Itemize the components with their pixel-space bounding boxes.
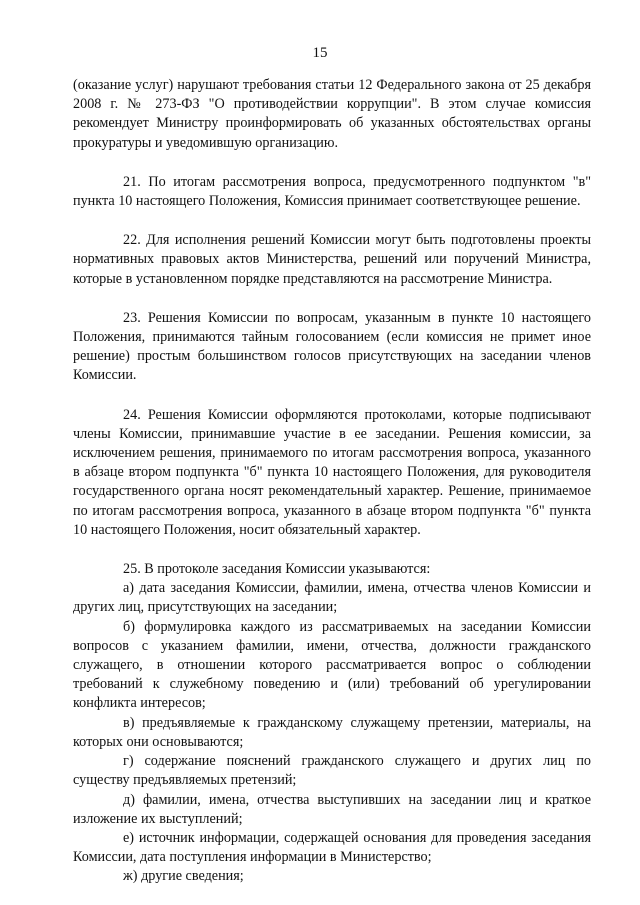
- paragraph-23: 23. Решения Комиссии по вопросам, указанным в пункте 10 настоящего Положения, принимаются тайным голосованием (если комиссия не примет иное решение) простым большинством голосов присутствующих на заседании членов Комиссии.: [73, 309, 591, 384]
- paragraph-24: 24. Решения Комиссии оформляются протоколами, которые подписывают члены Комиссии, принимавшие участие в ее заседании. Решения комиссии, за исключением решения, принимаемого по итогам рассмотрения вопроса, указанного в абзаце втором подпункта "б" пункта 10 настоящего Положения, для руководителя государственного органа носят рекомендательный характер. Решение, принимаемое по итогам рассмотрения вопроса, указанного в абзаце втором подпункта "б" пункта 10 настоящего Положения, носит обязательный характер.: [73, 406, 591, 538]
- page-number: 15: [312, 45, 328, 61]
- list-item-b: б) формулировка каждого из рассматриваемых на заседании Комиссии вопросов с указанием фамилии, имени, отчества, должности гражданского служащего, в отношении которого рассматривается вопрос о соблюдении требований к служебному поведению и (или) требований об урегулировании конфликта интересов;: [73, 618, 591, 712]
- paragraph-25-intro: 25. В протоколе заседания Комиссии указываются:: [123, 561, 431, 578]
- list-item-d: д) фамилии, имена, отчества выступивших на заседании лиц и краткое изложение их выступлений;: [73, 791, 591, 827]
- list-item-a: а) дата заседания Комиссии, фамилии, имена, отчества членов Комиссии и других лиц, присутствующих на заседании;: [73, 580, 591, 616]
- list-item-v: в) предъявляемые к гражданскому служащему претензии, материалы, на которых они основываются;: [73, 714, 591, 750]
- paragraph-22: 22. Для исполнения решений Комиссии могут быть подготовлены проекты нормативных правовых актов Министерства, решений или поручений Министра, которые в установленном порядке представляются на рассмотрение Министра.: [73, 232, 591, 287]
- document-body: [73, 76, 591, 887]
- list-item-zh: ж) другие сведения;: [123, 868, 244, 885]
- list-item-e: е) источник информации, содержащей основания для проведения заседания Комиссии, дата поступления информации в Министерство;: [73, 829, 591, 866]
- list-item-g: г) содержание пояснений гражданского служащего и других лиц по существу предъявляемых претензий;: [73, 753, 591, 789]
- paragraph-continuation: (оказание услуг) нарушают требования статьи 12 Федерального закона от 25 декабря 2008 г. № 273-ФЗ "О противодействии коррупции". В этом случае комиссия рекомендует Министру проинформировать об указанных обстоятельствах органы прокуратуры и уведомившую организацию.: [73, 77, 591, 151]
- paragraph-21: 21. По итогам рассмотрения вопроса, предусмотренного подпунктом "в" пункта 10 настоящего Положения, Комиссия принимает соответствующее решение.: [73, 173, 591, 210]
